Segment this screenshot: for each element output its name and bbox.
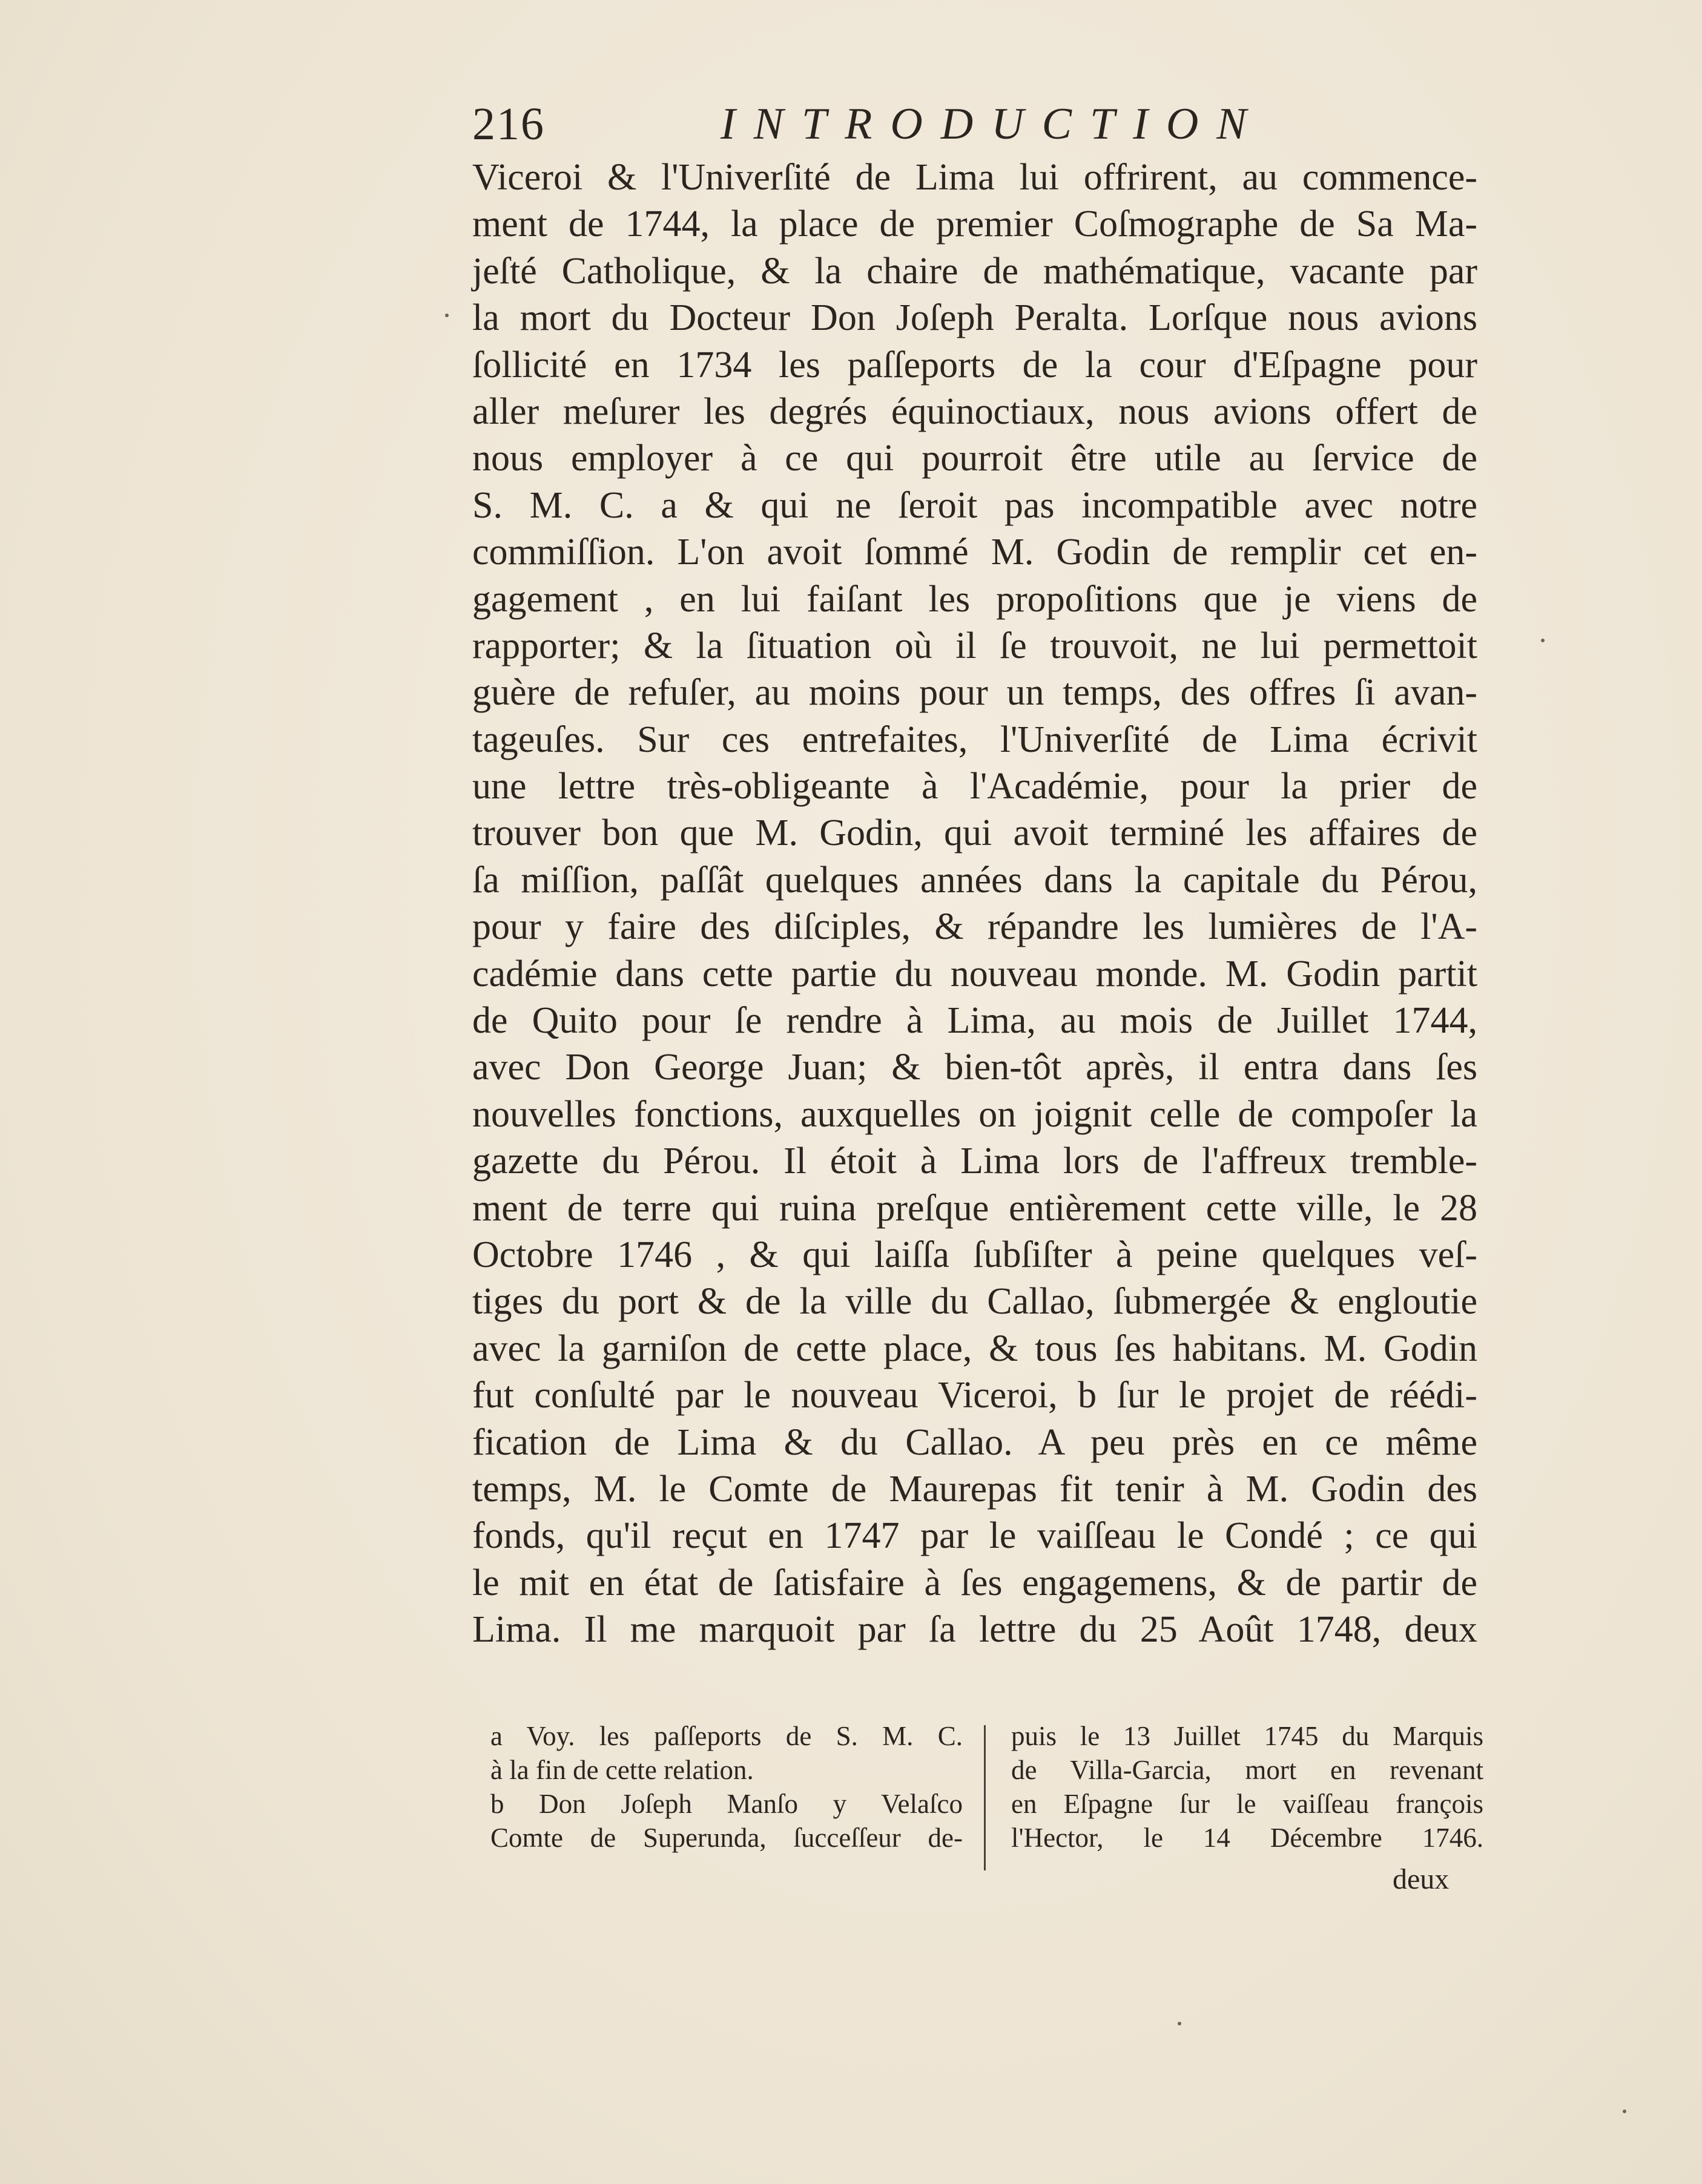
text-line: rapporter; & la ſituation où il ſe trouvoit, ne lui permettoit xyxy=(472,625,1477,666)
text-line: temps, M. le Comte de Maurepas fit tenir à M. Godin des xyxy=(472,1468,1477,1510)
paper-speck xyxy=(445,314,449,317)
text-line: gazette du Pérou. Il étoit à Lima lors de l'affreux tremble- xyxy=(472,1140,1477,1182)
footnote-line: de Villa-Garcia, mort en revenant xyxy=(1011,1755,1483,1785)
footnote-line: b Don Joſeph Manſo y Velaſco xyxy=(490,1789,963,1819)
text-line: Lima. Il me marquoit par ſa lettre du 25 Août 1748, deux xyxy=(472,1609,1477,1651)
running-head: INTRODUCTION xyxy=(721,99,1265,149)
page-header xyxy=(472,91,1471,157)
text-line: Viceroi & l'Univerſité de Lima lui offrirent, au commence- xyxy=(472,157,1477,198)
text-line: fication de Lima & du Callao. A peu près en ce même xyxy=(472,1421,1477,1463)
text-line: guère de refuſer, au moins pour un temps, des offres ſi avan- xyxy=(472,672,1477,714)
text-line: commiſſion. L'on avoit ſommé M. Godin de remplir cet en- xyxy=(472,531,1477,573)
footnote-column-left xyxy=(490,1719,963,1855)
catchword: deux xyxy=(1393,1863,1450,1895)
text-line: gagement , en lui faiſant les propoſitions que je viens de xyxy=(472,578,1477,620)
text-line: fut conſulté par le nouveau Viceroi, b ſur le projet de réédi- xyxy=(472,1375,1477,1416)
paper-speck xyxy=(1623,2110,1626,2113)
text-line: aller meſurer les degrés équinoctiaux, nous avions offert de xyxy=(472,390,1477,432)
text-line: pour y faire des diſciples, & répandre les lumières de l'A- xyxy=(472,906,1477,948)
text-line: ſa miſſion, paſſât quelques années dans la capitale du Pérou, xyxy=(472,859,1477,901)
paper-speck xyxy=(1541,639,1545,642)
text-line: cadémie dans cette partie du nouveau monde. M. Godin partit xyxy=(472,953,1477,995)
footnote-line: l'Hector, le 14 Décembre 1746. xyxy=(1011,1823,1483,1853)
text-line: avec la garniſon de cette place, & tous ſes habitans. M. Godin xyxy=(472,1327,1477,1369)
main-text xyxy=(472,154,1477,1654)
paper-speck xyxy=(1178,2022,1181,2025)
text-line: Octobre 1746 , & qui laiſſa ſubſiſter à peine quelques veſ- xyxy=(472,1234,1477,1275)
footnotes xyxy=(490,1719,1483,1901)
text-line: tageuſes. Sur ces entrefaites, l'Univerſité de Lima écrivit xyxy=(472,719,1477,760)
text-line: S. M. C. a & qui ne ſeroit pas incompatible avec notre xyxy=(472,484,1477,526)
footnote-divider xyxy=(984,1725,986,1870)
text-line: jeſté Catholique, & la chaire de mathématique, vacante par xyxy=(472,250,1477,292)
footnote-column-right xyxy=(1011,1719,1483,1855)
footnote-line: puis le 13 Juillet 1745 du Marquis xyxy=(1011,1721,1483,1751)
text-line: trouver bon que M. Godin, qui avoit terminé les affaires de xyxy=(472,812,1477,854)
text-line: avec Don George Juan; & bien-tôt après, il entra dans ſes xyxy=(472,1047,1477,1088)
text-line: tiges du port & de la ville du Callao, ſubmergée & engloutie xyxy=(472,1281,1477,1323)
footnote-line: en Eſpagne ſur le vaiſſeau françois xyxy=(1011,1789,1483,1819)
page-number: 216 xyxy=(472,99,545,150)
footnote-line: Comte de Superunda, ſucceſſeur de- xyxy=(490,1823,963,1853)
text-line: nous employer à ce qui pourroit être utile au ſervice de xyxy=(472,438,1477,479)
text-line: fonds, qu'il reçut en 1747 par le vaiſſeau le Condé ; ce qui xyxy=(472,1515,1477,1557)
text-line: nouvelles fonctions, auxquelles on joignit celle de compoſer la xyxy=(472,1093,1477,1135)
text-line: le mit en état de ſatisfaire à ſes engagemens, & de partir de xyxy=(472,1562,1477,1603)
text-line: de Quito pour ſe rendre à Lima, au mois de Juillet 1744, xyxy=(472,1000,1477,1042)
text-line: la mort du Docteur Don Joſeph Peralta. Lorſque nous avions xyxy=(472,297,1477,339)
text-line: ment de 1744, la place de premier Coſmographe de Sa Ma- xyxy=(472,203,1477,245)
footnote-line: à la fin de cette relation. xyxy=(490,1755,754,1785)
text-line: ment de terre qui ruina preſque entièrement cette ville, le 28 xyxy=(472,1187,1477,1229)
text-line: une lettre très-obligeante à l'Académie, pour la prier de xyxy=(472,766,1477,807)
text-line: ſollicité en 1734 les paſſeports de la cour d'Eſpagne pour xyxy=(472,344,1477,386)
footnote-line: a Voy. les paſſeports de S. M. C. xyxy=(490,1721,963,1751)
